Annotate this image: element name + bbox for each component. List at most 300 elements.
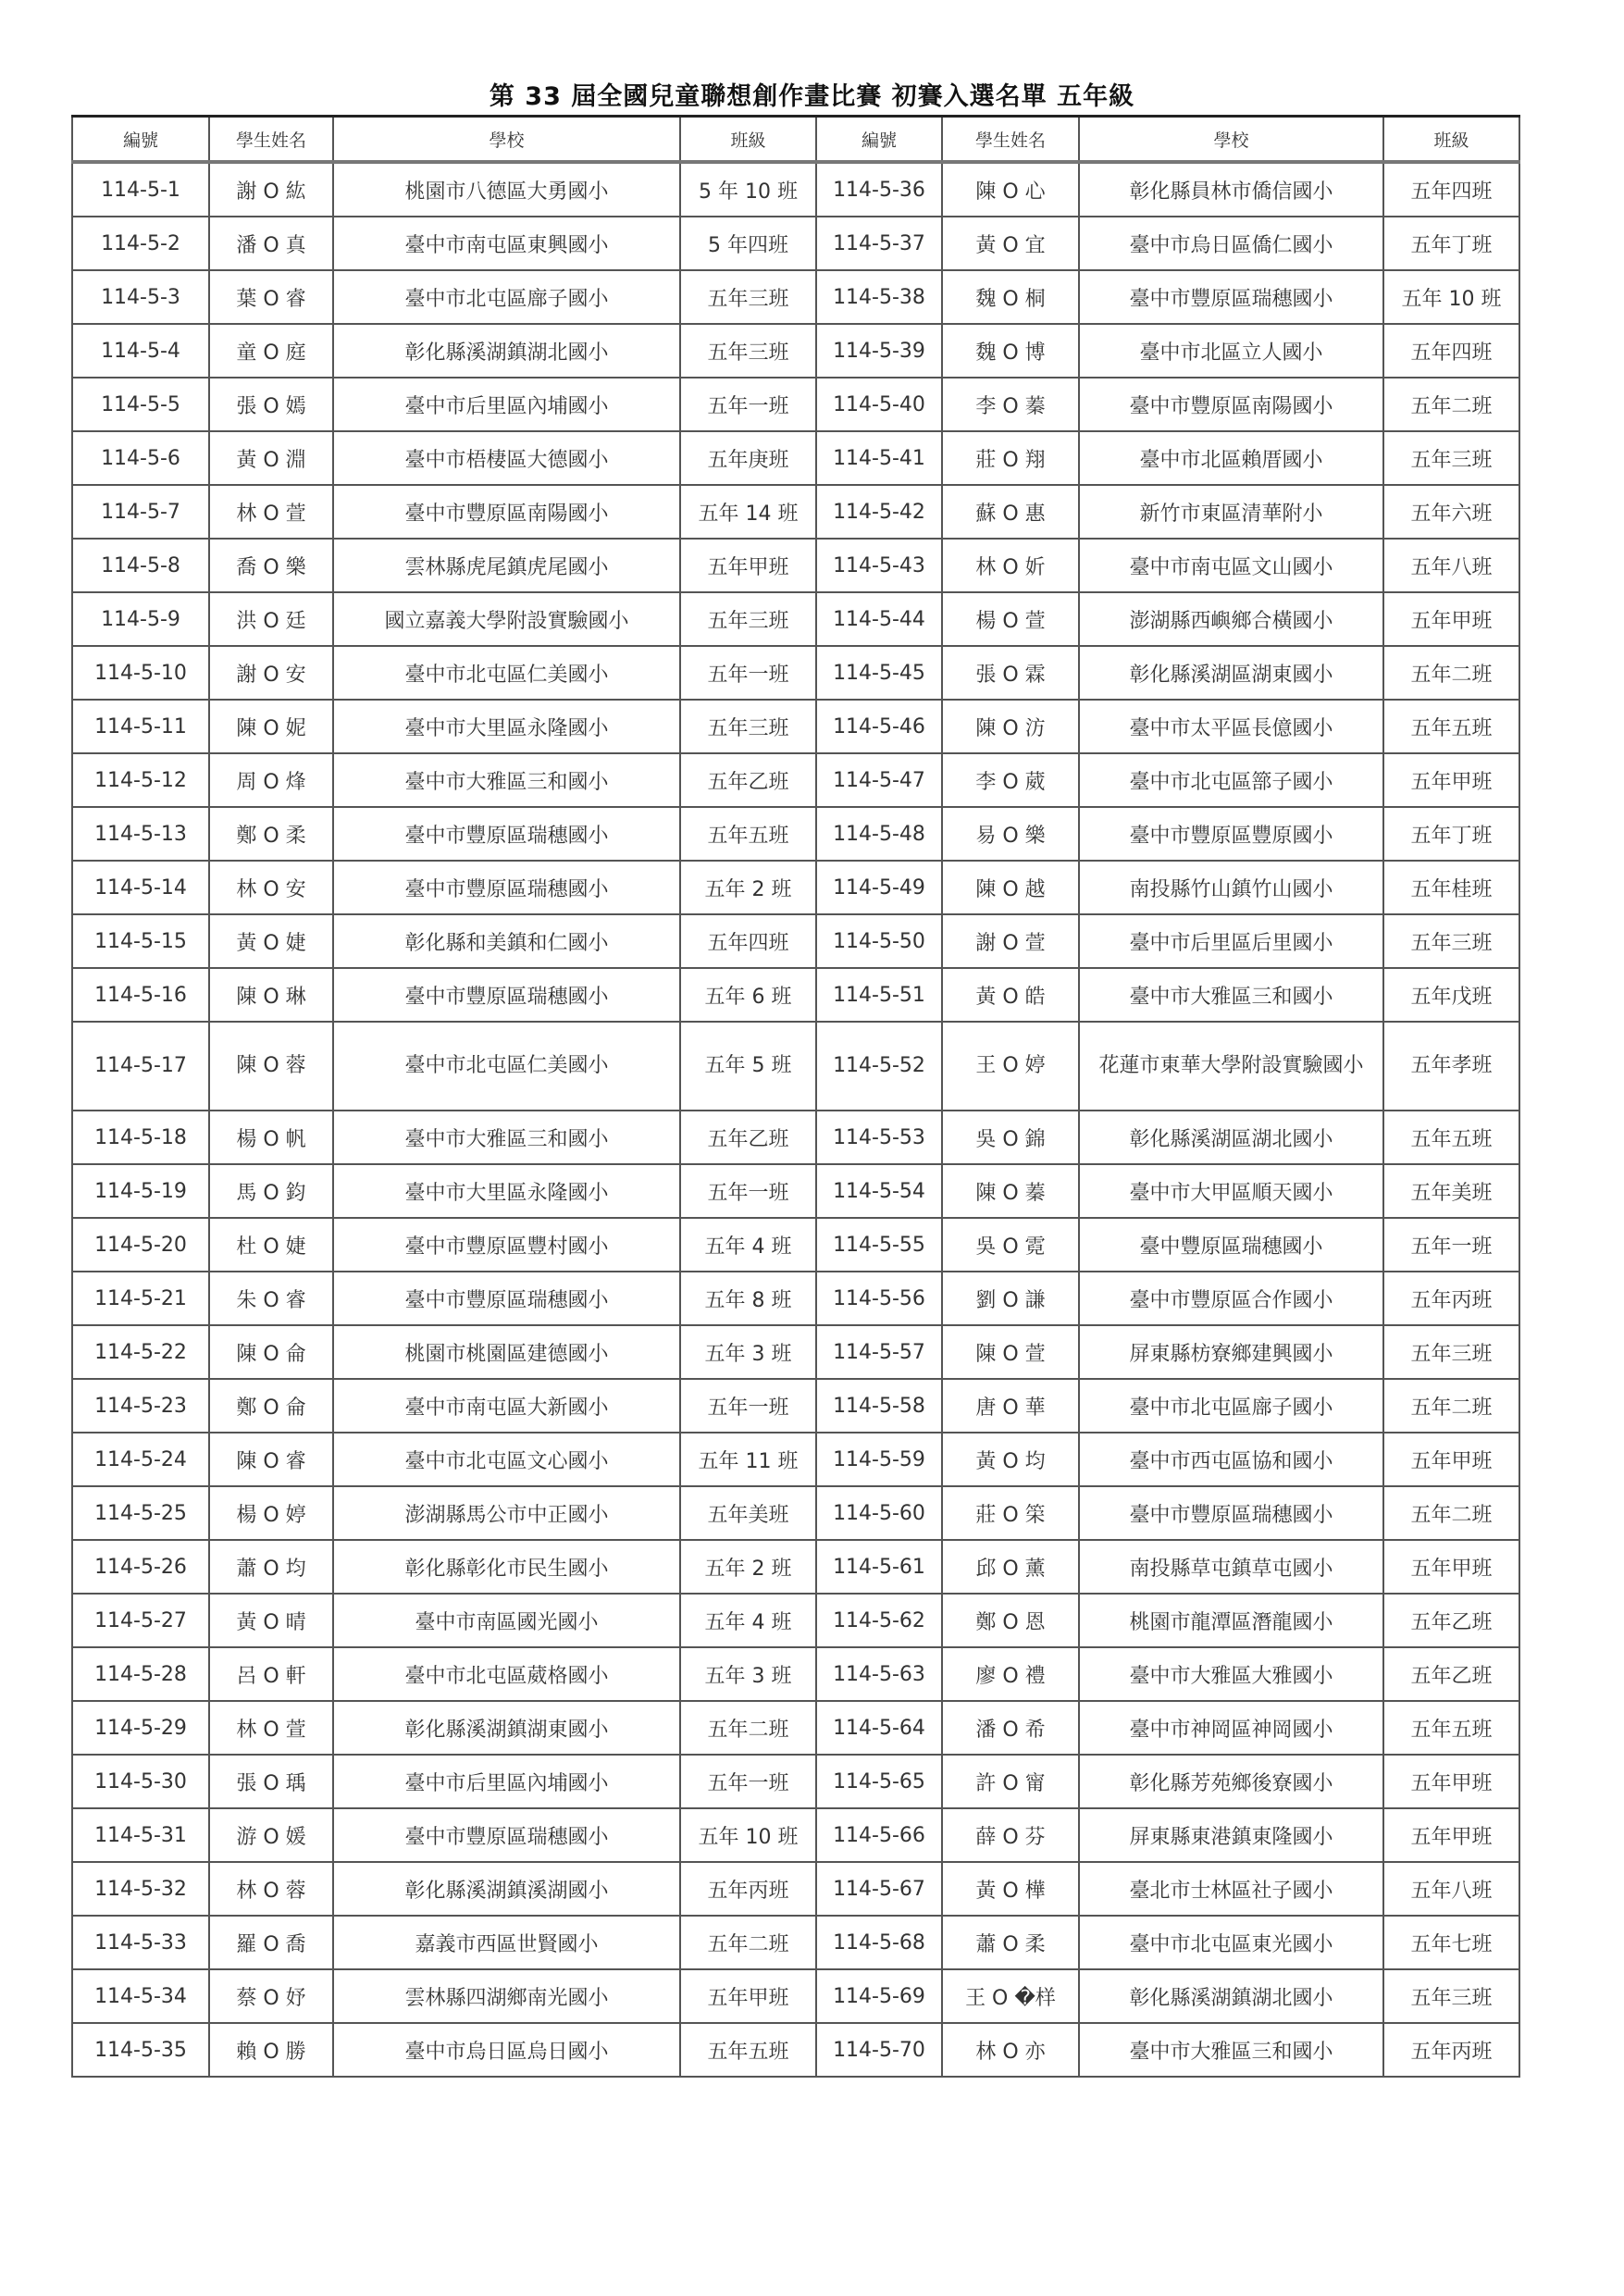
class-name: 五年四班 [1383, 324, 1519, 378]
student-name: 張 O 霖 [942, 646, 1079, 700]
entry-id: 114-5-37 [816, 217, 942, 270]
school-name: 彰化縣溪湖鎮溪湖國小 [333, 1862, 680, 1916]
class-name: 五年 8 班 [680, 1272, 816, 1325]
entry-id: 114-5-2 [72, 217, 209, 270]
student-name: 洪 O 廷 [209, 592, 333, 646]
entry-id: 114-5-63 [816, 1647, 942, 1701]
student-name: 李 O 葳 [942, 753, 1079, 807]
entry-id: 114-5-27 [72, 1594, 209, 1647]
entry-id: 114-5-53 [816, 1111, 942, 1164]
table-row [72, 646, 1519, 700]
entry-id: 114-5-54 [816, 1164, 942, 1218]
school-name: 臺中市大里區永隆國小 [333, 1164, 680, 1218]
entry-id: 114-5-3 [72, 270, 209, 324]
entry-id: 114-5-24 [72, 1433, 209, 1486]
entry-id: 114-5-20 [72, 1218, 209, 1272]
entry-id: 114-5-41 [816, 431, 942, 485]
entry-id: 114-5-15 [72, 914, 209, 968]
class-name: 五年美班 [680, 1486, 816, 1540]
entry-id: 114-5-67 [816, 1862, 942, 1916]
school-name: 臺中市北區賴厝國小 [1079, 431, 1383, 485]
school-name: 臺中市北屯區廍子國小 [1079, 1379, 1383, 1433]
school-name: 彰化縣芳苑鄉後寮國小 [1079, 1755, 1383, 1808]
class-name: 五年乙班 [1383, 1647, 1519, 1701]
student-name: 賴 O 勝 [209, 2023, 333, 2077]
table-row [72, 324, 1519, 378]
table-row [72, 1755, 1519, 1808]
class-name: 五年甲班 [1383, 1433, 1519, 1486]
student-name: 喬 O 樂 [209, 539, 333, 592]
school-name: 屏東縣東港鎮東隆國小 [1079, 1808, 1383, 1862]
entry-id: 114-5-31 [72, 1808, 209, 1862]
entry-id: 114-5-28 [72, 1647, 209, 1701]
school-name: 臺中市烏日區僑仁國小 [1079, 217, 1383, 270]
class-name: 五年三班 [1383, 1969, 1519, 2023]
entry-id: 114-5-59 [816, 1433, 942, 1486]
class-name: 五年 2 班 [680, 861, 816, 914]
student-name: 陳 O 越 [942, 861, 1079, 914]
school-name: 臺中市后里區內埔國小 [333, 1755, 680, 1808]
school-name: 臺中市南屯區東興國小 [333, 217, 680, 270]
class-name: 五年三班 [680, 592, 816, 646]
school-name: 桃園市龍潭區潛龍國小 [1079, 1594, 1383, 1647]
student-name: 林 O 安 [209, 861, 333, 914]
school-name: 臺中市豐原區瑞穗國小 [333, 861, 680, 914]
entry-id: 114-5-70 [816, 2023, 942, 2077]
school-name: 臺中市大甲區順天國小 [1079, 1164, 1383, 1218]
student-name: 謝 O 紘 [209, 162, 333, 217]
school-name: 臺中市太平區長億國小 [1079, 700, 1383, 753]
school-name: 臺中市南屯區文山國小 [1079, 539, 1383, 592]
student-name: 許 O 甯 [942, 1755, 1079, 1808]
class-name: 五年四班 [1383, 162, 1519, 217]
student-name: 陳 O 侖 [209, 1325, 333, 1379]
class-name: 五年乙班 [680, 1111, 816, 1164]
entry-id: 114-5-51 [816, 968, 942, 1022]
class-name: 五年五班 [680, 2023, 816, 2077]
entry-id: 114-5-38 [816, 270, 942, 324]
class-name: 五年丁班 [1383, 807, 1519, 861]
class-name: 五年美班 [1383, 1164, 1519, 1218]
header-class: 班級 [1383, 117, 1519, 163]
entry-id: 114-5-12 [72, 753, 209, 807]
school-name: 雲林縣四湖鄉南光國小 [333, 1969, 680, 2023]
student-name: 魏 O 博 [942, 324, 1079, 378]
student-name: 陳 O 萱 [942, 1325, 1079, 1379]
student-name: 莊 O 筞 [942, 1486, 1079, 1540]
school-name: 臺中市神岡區神岡國小 [1079, 1701, 1383, 1755]
entry-id: 114-5-34 [72, 1969, 209, 2023]
table-row [72, 1862, 1519, 1916]
entry-id: 114-5-11 [72, 700, 209, 753]
entry-id: 114-5-32 [72, 1862, 209, 1916]
student-name: 鄭 O 柔 [209, 807, 333, 861]
student-name: 馬 O 鈞 [209, 1164, 333, 1218]
entry-id: 114-5-19 [72, 1164, 209, 1218]
entry-id: 114-5-1 [72, 162, 209, 217]
school-name: 臺中市豐原區豐原國小 [1079, 807, 1383, 861]
class-name: 五年三班 [680, 700, 816, 753]
class-name: 五年三班 [1383, 914, 1519, 968]
table-row [72, 1916, 1519, 1969]
school-name: 彰化縣溪湖鎮湖東國小 [333, 1701, 680, 1755]
school-name: 臺中市后里區內埔國小 [333, 378, 680, 431]
school-name: 南投縣竹山鎮竹山國小 [1079, 861, 1383, 914]
entry-id: 114-5-50 [816, 914, 942, 968]
table-row [72, 1022, 1519, 1111]
student-name: 李 O 蓁 [942, 378, 1079, 431]
class-name: 五年八班 [1383, 1862, 1519, 1916]
school-name: 臺中市北屯區仁美國小 [333, 646, 680, 700]
school-name: 臺中市大雅區三和國小 [1079, 2023, 1383, 2077]
student-name: 潘 O 真 [209, 217, 333, 270]
school-name: 花蓮市東華大學附設實驗國小 [1079, 1022, 1383, 1111]
entry-id: 114-5-25 [72, 1486, 209, 1540]
school-name: 臺中市大雅區大雅國小 [1079, 1647, 1383, 1701]
entry-id: 114-5-9 [72, 592, 209, 646]
class-name: 五年甲班 [680, 1969, 816, 2023]
student-name: 朱 O 睿 [209, 1272, 333, 1325]
school-name: 桃園市桃園區建德國小 [333, 1325, 680, 1379]
class-name: 五年 3 班 [680, 1647, 816, 1701]
class-name: 五年五班 [1383, 1111, 1519, 1164]
class-name: 五年甲班 [1383, 753, 1519, 807]
table-row [72, 807, 1519, 861]
school-name: 臺中市北屯區葳格國小 [333, 1647, 680, 1701]
student-name: 陳 O 汸 [942, 700, 1079, 753]
entry-id: 114-5-62 [816, 1594, 942, 1647]
school-name: 臺中市西屯區協和國小 [1079, 1433, 1383, 1486]
school-name: 臺中市烏日區烏日國小 [333, 2023, 680, 2077]
school-name: 臺中市豐原區豐村國小 [333, 1218, 680, 1272]
school-name: 臺中市梧棲區大德國小 [333, 431, 680, 485]
class-name: 五年三班 [680, 324, 816, 378]
school-name: 國立嘉義大學附設實驗國小 [333, 592, 680, 646]
class-name: 五年丙班 [680, 1862, 816, 1916]
school-name: 彰化縣溪湖區湖北國小 [1079, 1111, 1383, 1164]
table-row [72, 431, 1519, 485]
school-name: 臺中市豐原區瑞穗國小 [333, 968, 680, 1022]
class-name: 五年 14 班 [680, 485, 816, 539]
school-name: 臺中市大雅區三和國小 [333, 1111, 680, 1164]
entry-id: 114-5-7 [72, 485, 209, 539]
entry-id: 114-5-46 [816, 700, 942, 753]
entry-id: 114-5-22 [72, 1325, 209, 1379]
student-name: 王 O �样 [942, 1969, 1079, 2023]
table-row [72, 753, 1519, 807]
entry-id: 114-5-36 [816, 162, 942, 217]
header-id: 編號 [72, 117, 209, 163]
entry-id: 114-5-14 [72, 861, 209, 914]
student-name: 陳 O 蓉 [209, 1022, 333, 1111]
table-row [72, 1647, 1519, 1701]
class-name: 五年三班 [680, 270, 816, 324]
entry-id: 114-5-44 [816, 592, 942, 646]
school-name: 屏東縣枋寮鄉建興國小 [1079, 1325, 1383, 1379]
school-name: 臺中市大里區永隆國小 [333, 700, 680, 753]
class-name: 五年 3 班 [680, 1325, 816, 1379]
entry-id: 114-5-30 [72, 1755, 209, 1808]
school-name: 臺中市北屯區文心國小 [333, 1433, 680, 1486]
entry-id: 114-5-5 [72, 378, 209, 431]
student-name: 黃 O 均 [942, 1433, 1079, 1486]
school-name: 臺中市豐原區南陽國小 [333, 485, 680, 539]
table-row [72, 1486, 1519, 1540]
student-name: 黃 O 宜 [942, 217, 1079, 270]
entry-id: 114-5-17 [72, 1022, 209, 1111]
entry-id: 114-5-40 [816, 378, 942, 431]
entry-id: 114-5-4 [72, 324, 209, 378]
school-name: 臺中市豐原區瑞穗國小 [1079, 270, 1383, 324]
student-name: 陳 O 妮 [209, 700, 333, 753]
student-name: 黃 O 婕 [209, 914, 333, 968]
entry-id: 114-5-48 [816, 807, 942, 861]
student-name: 周 O 烽 [209, 753, 333, 807]
school-name: 臺中豐原區瑞穗國小 [1079, 1218, 1383, 1272]
school-name: 彰化縣溪湖鎮湖北國小 [1079, 1969, 1383, 2023]
table-row [72, 968, 1519, 1022]
school-name: 雲林縣虎尾鎮虎尾國小 [333, 539, 680, 592]
header-name: 學生姓名 [209, 117, 333, 163]
class-name: 五年三班 [1383, 1325, 1519, 1379]
student-name: 陳 O 蓁 [942, 1164, 1079, 1218]
student-name: 葉 O 睿 [209, 270, 333, 324]
student-name: 王 O 婷 [942, 1022, 1079, 1111]
student-name: 黃 O 晴 [209, 1594, 333, 1647]
entry-id: 114-5-8 [72, 539, 209, 592]
student-name: 謝 O 安 [209, 646, 333, 700]
student-name: 楊 O 婷 [209, 1486, 333, 1540]
table-row [72, 1701, 1519, 1755]
school-name: 臺北市士林區社子國小 [1079, 1862, 1383, 1916]
school-name: 臺中市豐原區南陽國小 [1079, 378, 1383, 431]
entry-id: 114-5-61 [816, 1540, 942, 1594]
school-name: 彰化縣溪湖區湖東國小 [1079, 646, 1383, 700]
header-class: 班級 [680, 117, 816, 163]
student-name: 楊 O 帆 [209, 1111, 333, 1164]
student-name: 楊 O 萱 [942, 592, 1079, 646]
school-name: 彰化縣和美鎮和仁國小 [333, 914, 680, 968]
header-id: 編號 [816, 117, 942, 163]
student-name: 陳 O 琳 [209, 968, 333, 1022]
student-name: 陳 O 睿 [209, 1433, 333, 1486]
class-name: 五年 4 班 [680, 1594, 816, 1647]
table-row [72, 1272, 1519, 1325]
class-name: 五年甲班 [1383, 1755, 1519, 1808]
table-row [72, 485, 1519, 539]
class-name: 五年三班 [1383, 431, 1519, 485]
class-name: 五年一班 [680, 646, 816, 700]
entry-id: 114-5-58 [816, 1379, 942, 1433]
class-name: 五年五班 [1383, 700, 1519, 753]
class-name: 五年四班 [680, 914, 816, 968]
table-row [72, 378, 1519, 431]
class-name: 五年二班 [1383, 646, 1519, 700]
class-name: 五年二班 [680, 1916, 816, 1969]
table-row [72, 1164, 1519, 1218]
entry-id: 114-5-49 [816, 861, 942, 914]
class-name: 五年五班 [1383, 1701, 1519, 1755]
class-name: 五年七班 [1383, 1916, 1519, 1969]
entry-id: 114-5-60 [816, 1486, 942, 1540]
student-name: 吳 O 錦 [942, 1111, 1079, 1164]
student-name: 林 O 萱 [209, 1701, 333, 1755]
school-name: 南投縣草屯鎮草屯國小 [1079, 1540, 1383, 1594]
student-name: 謝 O 萱 [942, 914, 1079, 968]
entry-id: 114-5-68 [816, 1916, 942, 1969]
student-name: 邱 O 薰 [942, 1540, 1079, 1594]
class-name: 五年甲班 [1383, 592, 1519, 646]
class-name: 五年乙班 [680, 753, 816, 807]
entry-id: 114-5-47 [816, 753, 942, 807]
student-name: 陳 O 心 [942, 162, 1079, 217]
table-row [72, 1594, 1519, 1647]
table-row [72, 1325, 1519, 1379]
school-name: 臺中市豐原區瑞穗國小 [1079, 1486, 1383, 1540]
class-name: 五年丙班 [1383, 2023, 1519, 2077]
entry-id: 114-5-66 [816, 1808, 942, 1862]
student-name: 唐 O 華 [942, 1379, 1079, 1433]
entry-id: 114-5-21 [72, 1272, 209, 1325]
table-row [72, 2023, 1519, 2077]
class-name: 5 年 10 班 [680, 162, 816, 217]
table-row [72, 700, 1519, 753]
class-name: 五年桂班 [1383, 861, 1519, 914]
class-name: 五年丁班 [1383, 217, 1519, 270]
table-row [72, 1808, 1519, 1862]
student-name: 童 O 庭 [209, 324, 333, 378]
school-name: 臺中市豐原區瑞穗國小 [333, 1272, 680, 1325]
school-name: 臺中市北屯區東光國小 [1079, 1916, 1383, 1969]
school-name: 澎湖縣西嶼鄉合橫國小 [1079, 592, 1383, 646]
student-name: 張 O 瑀 [209, 1755, 333, 1808]
entry-id: 114-5-56 [816, 1272, 942, 1325]
school-name: 桃園市八德區大勇國小 [333, 162, 680, 217]
school-name: 臺中市后里區后里國小 [1079, 914, 1383, 968]
student-name: 黃 O 皓 [942, 968, 1079, 1022]
entry-id: 114-5-6 [72, 431, 209, 485]
school-name: 臺中市豐原區瑞穗國小 [333, 1808, 680, 1862]
entry-id: 114-5-55 [816, 1218, 942, 1272]
table-row [72, 539, 1519, 592]
student-name: 潘 O 希 [942, 1701, 1079, 1755]
class-name: 五年二班 [1383, 378, 1519, 431]
class-name: 五年六班 [1383, 485, 1519, 539]
school-name: 新竹市東區清華附小 [1079, 485, 1383, 539]
school-name: 臺中市大雅區三和國小 [1079, 968, 1383, 1022]
student-name: 杜 O 婕 [209, 1218, 333, 1272]
class-name: 五年甲班 [1383, 1808, 1519, 1862]
class-name: 五年一班 [680, 1379, 816, 1433]
class-name: 5 年四班 [680, 217, 816, 270]
class-name: 五年 2 班 [680, 1540, 816, 1594]
class-name: 五年一班 [680, 378, 816, 431]
student-name: 林 O 亦 [942, 2023, 1079, 2077]
table-row [72, 861, 1519, 914]
student-name: 廖 O 禮 [942, 1647, 1079, 1701]
class-name: 五年戊班 [1383, 968, 1519, 1022]
class-name: 五年二班 [680, 1701, 816, 1755]
school-name: 彰化縣員林市僑信國小 [1079, 162, 1383, 217]
student-name: 易 O 樂 [942, 807, 1079, 861]
table-row [72, 1218, 1519, 1272]
class-name: 五年 10 班 [1383, 270, 1519, 324]
student-name: 吳 O 霓 [942, 1218, 1079, 1272]
student-name: 游 O 媛 [209, 1808, 333, 1862]
school-name: 臺中市豐原區合作國小 [1079, 1272, 1383, 1325]
entry-id: 114-5-64 [816, 1701, 942, 1755]
header-row [72, 117, 1519, 163]
student-name: 薛 O 芬 [942, 1808, 1079, 1862]
school-name: 臺中市北屯區廍子國小 [333, 270, 680, 324]
school-name: 臺中市南區國光國小 [333, 1594, 680, 1647]
school-name: 嘉義市西區世賢國小 [333, 1916, 680, 1969]
student-name: 林 O 萱 [209, 485, 333, 539]
table-body [72, 162, 1519, 2077]
entry-id: 114-5-65 [816, 1755, 942, 1808]
entry-id: 114-5-13 [72, 807, 209, 861]
class-name: 五年丙班 [1383, 1272, 1519, 1325]
class-name: 五年甲班 [680, 539, 816, 592]
class-name: 五年二班 [1383, 1486, 1519, 1540]
student-name: 羅 O 喬 [209, 1916, 333, 1969]
school-name: 彰化縣溪湖鎮湖北國小 [333, 324, 680, 378]
table-row [72, 592, 1519, 646]
entry-id: 114-5-43 [816, 539, 942, 592]
school-name: 臺中市南屯區大新國小 [333, 1379, 680, 1433]
entry-id: 114-5-69 [816, 1969, 942, 2023]
entry-id: 114-5-52 [816, 1022, 942, 1111]
entry-id: 114-5-16 [72, 968, 209, 1022]
class-name: 五年 5 班 [680, 1022, 816, 1111]
table-row [72, 162, 1519, 217]
class-name: 五年八班 [1383, 539, 1519, 592]
class-name: 五年五班 [680, 807, 816, 861]
school-name: 臺中市北屯區篰子國小 [1079, 753, 1383, 807]
student-name: 鄭 O 恩 [942, 1594, 1079, 1647]
header-school: 學校 [1079, 117, 1383, 163]
class-name: 五年 11 班 [680, 1433, 816, 1486]
entry-id: 114-5-42 [816, 485, 942, 539]
table-row [72, 1379, 1519, 1433]
student-name: 劉 O 謙 [942, 1272, 1079, 1325]
entry-id: 114-5-26 [72, 1540, 209, 1594]
entry-id: 114-5-35 [72, 2023, 209, 2077]
school-name: 澎湖縣馬公市中正國小 [333, 1486, 680, 1540]
student-name: 呂 O 軒 [209, 1647, 333, 1701]
table-row [72, 914, 1519, 968]
class-name: 五年 6 班 [680, 968, 816, 1022]
candidate-list-table [71, 115, 1520, 2078]
student-name: 張 O 嫣 [209, 378, 333, 431]
student-name: 蕭 O 柔 [942, 1916, 1079, 1969]
class-name: 五年甲班 [1383, 1540, 1519, 1594]
entry-id: 114-5-39 [816, 324, 942, 378]
class-name: 五年一班 [680, 1164, 816, 1218]
entry-id: 114-5-10 [72, 646, 209, 700]
table-row [72, 1111, 1519, 1164]
student-name: 林 O 妡 [942, 539, 1079, 592]
class-name: 五年二班 [1383, 1379, 1519, 1433]
class-name: 五年 10 班 [680, 1808, 816, 1862]
table-row [72, 217, 1519, 270]
school-name: 彰化縣彰化市民生國小 [333, 1540, 680, 1594]
entry-id: 114-5-29 [72, 1701, 209, 1755]
student-name: 林 O 蓉 [209, 1862, 333, 1916]
student-name: 蕭 O 均 [209, 1540, 333, 1594]
class-name: 五年一班 [680, 1755, 816, 1808]
student-name: 黃 O 淵 [209, 431, 333, 485]
